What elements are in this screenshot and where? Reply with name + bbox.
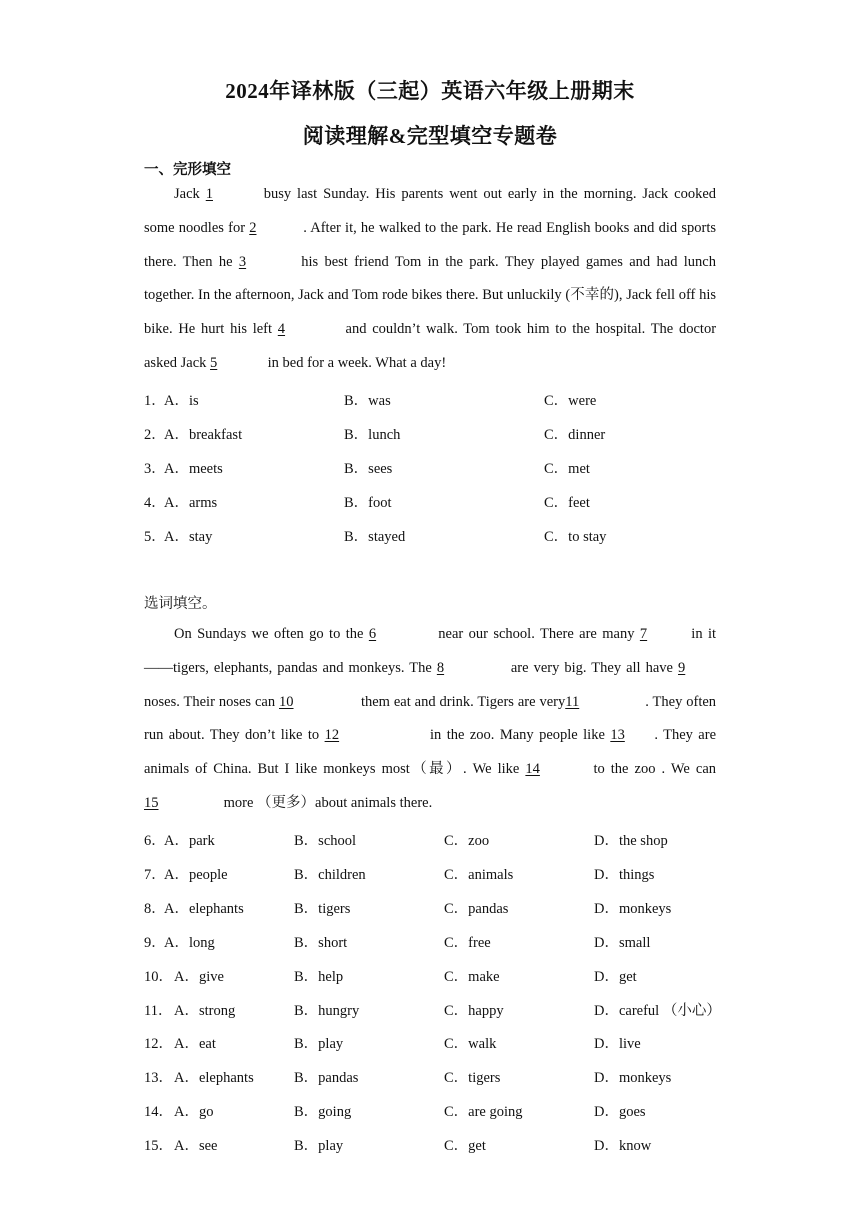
question-row bbox=[144, 931, 744, 955]
blank-3: 3 bbox=[238, 253, 247, 270]
option-c: C．walk bbox=[444, 1036, 497, 1052]
passage-text: and couldn’t walk. Tom took him to the hospital. The doctor asked Jack bbox=[144, 321, 717, 371]
question-number: 7． bbox=[144, 867, 166, 883]
cloze-passage-2 bbox=[144, 618, 716, 821]
question-number: 1． bbox=[144, 393, 166, 409]
option-b: B．short bbox=[294, 935, 348, 951]
option-b: B．play bbox=[294, 1036, 344, 1052]
option-d: D．know bbox=[594, 1138, 652, 1154]
option-c: C．animals bbox=[444, 867, 514, 883]
passage-text: noses. Their noses can bbox=[144, 693, 276, 710]
option-c: C．zoo bbox=[444, 833, 490, 849]
question-row bbox=[144, 897, 744, 921]
option-c: C．free bbox=[444, 935, 491, 951]
question-row bbox=[144, 1100, 744, 1124]
question-row bbox=[144, 1134, 744, 1158]
passage-text: his best friend Tom in the park. They played games and had lunch together. In the afternoon, Jack and Tom rode bikes there. But unluckily (不幸的), Jack fell off his bike. He hurt his left bbox=[144, 253, 716, 338]
option-b: B．children bbox=[294, 867, 366, 883]
option-a: A．long bbox=[164, 935, 215, 951]
option-c: C．were bbox=[544, 393, 597, 409]
blank-1: 1 bbox=[205, 186, 213, 202]
question-row bbox=[144, 389, 744, 413]
question-row bbox=[144, 965, 744, 989]
passage-text: On Sundays we often go to the bbox=[174, 626, 364, 642]
passage-text: . They are animals of China. But I like monkeys most（最）. We like bbox=[144, 727, 717, 778]
option-b: B．stayed bbox=[344, 529, 406, 545]
document-title-line-2: 阅读理解&完型填空专题卷 bbox=[302, 124, 558, 148]
passage-text: busy last Sunday. His parents went out early in the morning. Jack cooked some noodles for bbox=[144, 186, 717, 236]
question-row bbox=[144, 863, 744, 887]
option-d: D．small bbox=[594, 935, 651, 951]
option-a: A．go bbox=[174, 1104, 214, 1120]
passage-text: Jack bbox=[174, 186, 200, 202]
option-b: B．pandas bbox=[294, 1070, 359, 1086]
option-a: A．elephants bbox=[174, 1070, 254, 1086]
question-number: 10． bbox=[144, 969, 173, 985]
option-d: D．live bbox=[594, 1036, 641, 1052]
passage-text: to the zoo . We can bbox=[593, 761, 717, 778]
blank-2: 2 bbox=[249, 219, 257, 236]
question-number: 12． bbox=[144, 1036, 173, 1052]
question-number: 9． bbox=[144, 935, 166, 951]
option-b: B．help bbox=[294, 969, 344, 985]
option-a: A．people bbox=[164, 867, 228, 883]
option-d: D．monkeys bbox=[594, 901, 672, 917]
option-c: C．to stay bbox=[544, 529, 607, 545]
option-a: A．stay bbox=[164, 529, 213, 545]
passage-text: . They often run about. They don’t like to bbox=[144, 693, 717, 744]
passage-text: . After it, he walked to the park. He read English books and did sports there. Then he bbox=[144, 219, 716, 270]
option-d: D．monkeys bbox=[594, 1070, 672, 1086]
question-number: 14． bbox=[144, 1104, 173, 1120]
option-b: B．going bbox=[294, 1104, 352, 1120]
option-c: C．are going bbox=[444, 1104, 523, 1120]
option-a: A．arms bbox=[164, 495, 218, 511]
option-b: B．play bbox=[294, 1138, 344, 1154]
passage-text: in it——tigers, elephants, pandas and monkeys. The bbox=[144, 626, 717, 676]
option-a: A．see bbox=[174, 1138, 218, 1154]
question-row bbox=[144, 999, 744, 1023]
blank-5: 5 bbox=[210, 354, 218, 371]
document-title-line-1: 2024年译林版（三起）英语六年级上册期末 bbox=[225, 79, 635, 103]
question-number: 5． bbox=[144, 529, 166, 545]
blank-9: 9 bbox=[678, 659, 686, 676]
blank-13: 13 bbox=[610, 727, 625, 744]
passage-text: are very big. They all have bbox=[510, 659, 673, 676]
option-c: C．tigers bbox=[444, 1070, 501, 1086]
question-row bbox=[144, 829, 744, 853]
option-c: C．dinner bbox=[544, 427, 606, 443]
passage-text: them eat and drink. Tigers are very bbox=[360, 693, 566, 710]
option-a: A．is bbox=[164, 393, 199, 409]
option-d: D．get bbox=[594, 969, 637, 985]
question-row bbox=[144, 1032, 744, 1056]
question-number: 2． bbox=[144, 427, 166, 443]
option-b: B．sees bbox=[344, 461, 393, 477]
question-number: 11． bbox=[144, 1003, 173, 1019]
question-number: 4． bbox=[144, 495, 166, 511]
blank-4: 4 bbox=[277, 321, 286, 338]
option-d: D．the shop bbox=[594, 833, 668, 849]
option-b: B．foot bbox=[344, 495, 392, 511]
blank-6: 6 bbox=[368, 626, 377, 642]
question-row bbox=[144, 491, 744, 515]
blank-8: 8 bbox=[436, 659, 445, 676]
option-a: A．meets bbox=[164, 461, 223, 477]
cloze-passage-1 bbox=[144, 178, 716, 381]
section-2-heading: 选词填空。 bbox=[144, 596, 217, 612]
blank-10: 10 bbox=[279, 693, 294, 710]
option-a: A．eat bbox=[174, 1036, 216, 1052]
question-number: 15． bbox=[144, 1138, 173, 1154]
option-d: D．things bbox=[594, 867, 655, 883]
question-row bbox=[144, 525, 744, 549]
option-b: B．lunch bbox=[344, 427, 401, 443]
blank-7: 7 bbox=[639, 626, 648, 642]
option-c: C．get bbox=[444, 1138, 486, 1154]
passage-text: in the zoo. Many people like bbox=[430, 727, 605, 744]
option-b: B．was bbox=[344, 393, 391, 409]
question-number: 8． bbox=[144, 901, 166, 917]
option-b: B．school bbox=[294, 833, 357, 849]
option-a: A．elephants bbox=[164, 901, 244, 917]
option-a: A．give bbox=[174, 969, 224, 985]
option-c: C．make bbox=[444, 969, 500, 985]
question-row bbox=[144, 1066, 744, 1090]
option-d: D．goes bbox=[594, 1104, 646, 1120]
question-number: 6． bbox=[144, 833, 166, 849]
blank-12: 12 bbox=[324, 727, 340, 744]
option-a: A．park bbox=[164, 833, 215, 849]
option-c: C．pandas bbox=[444, 901, 509, 917]
option-b: B．tigers bbox=[294, 901, 351, 917]
option-b: B．hungry bbox=[294, 1003, 360, 1019]
blank-11: 11 bbox=[565, 693, 580, 710]
passage-text: near our school. There are many bbox=[438, 626, 635, 642]
blank-15: 15 bbox=[144, 794, 159, 811]
question-row bbox=[144, 423, 744, 447]
blank-14: 14 bbox=[525, 761, 540, 778]
option-a: A．breakfast bbox=[164, 427, 243, 443]
option-d: D．careful （小心） bbox=[594, 1003, 721, 1019]
option-a: A．strong bbox=[174, 1003, 236, 1019]
passage-text: more （更多）about animals there. bbox=[223, 794, 433, 811]
question-row bbox=[144, 457, 744, 481]
section-1-heading: 一、完形填空 bbox=[144, 162, 231, 178]
option-c: C．met bbox=[544, 461, 590, 477]
option-c: C．happy bbox=[444, 1003, 504, 1019]
question-number: 13． bbox=[144, 1070, 173, 1086]
option-c: C．feet bbox=[544, 495, 590, 511]
question-number: 3． bbox=[144, 461, 166, 477]
passage-text: in bed for a week. What a day! bbox=[267, 354, 447, 371]
